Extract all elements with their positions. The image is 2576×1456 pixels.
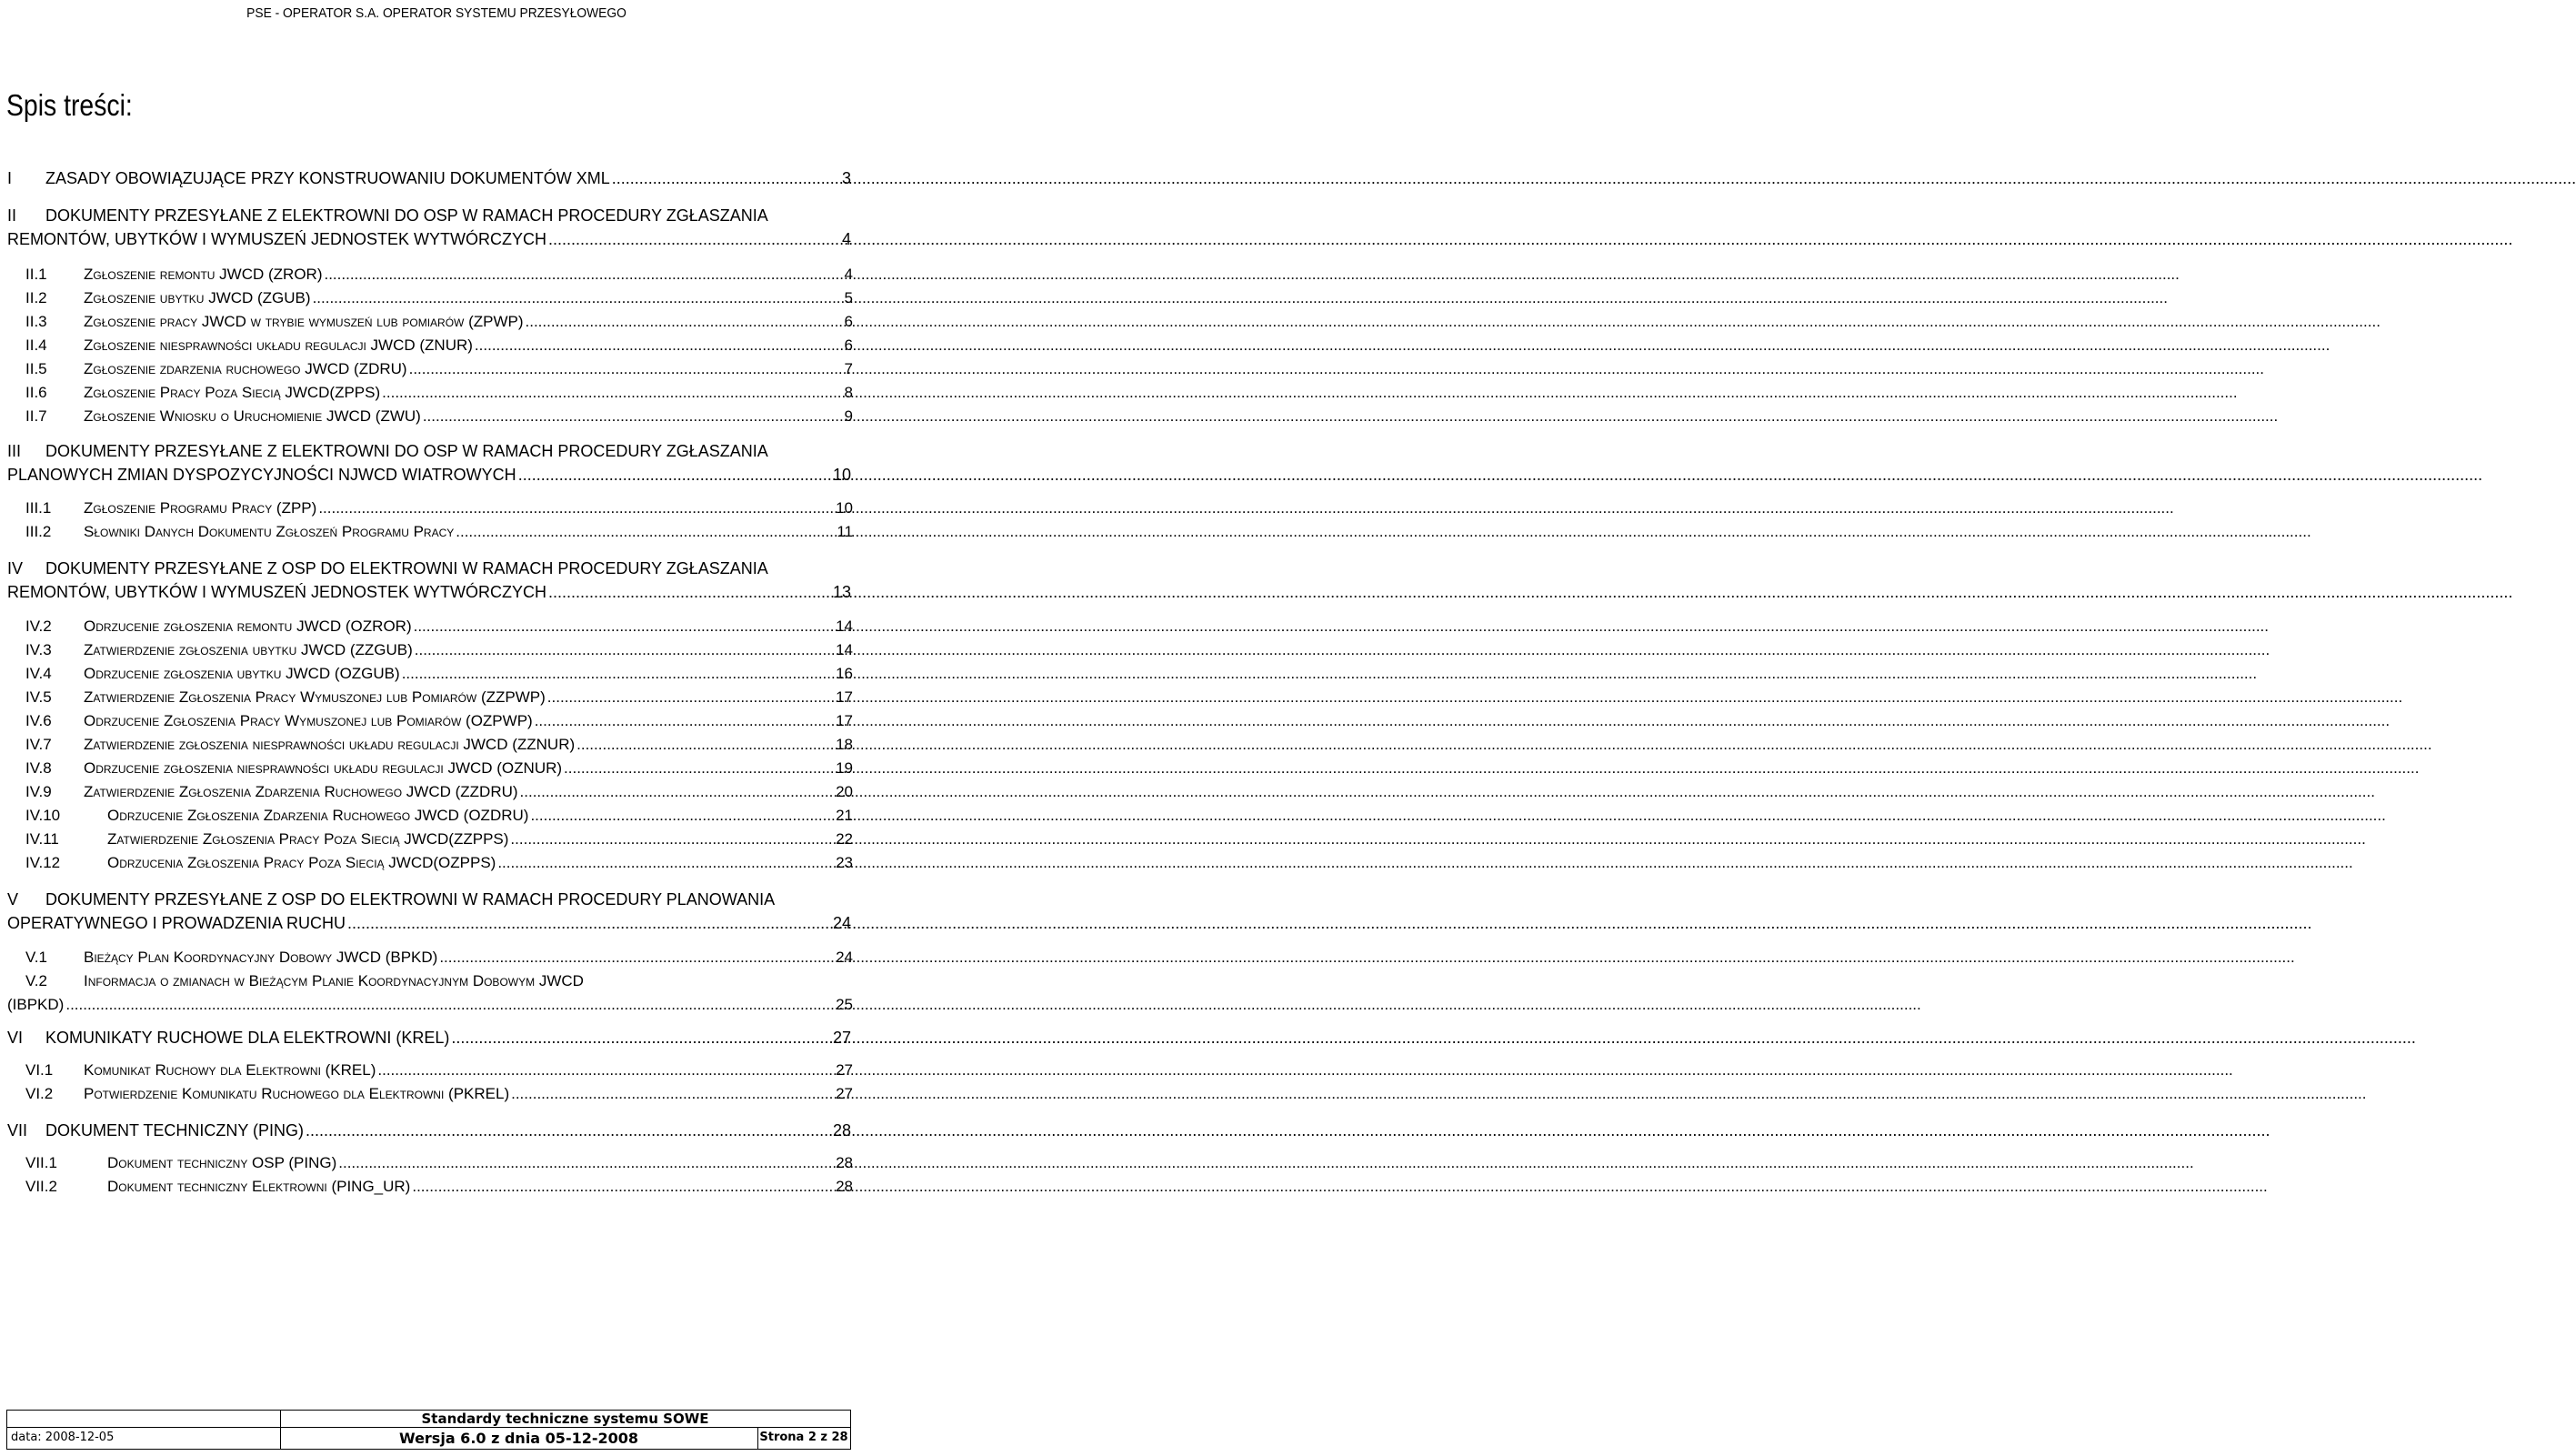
toc-leader bbox=[548, 580, 831, 604]
toc-entry-ii-6[interactable] bbox=[25, 383, 853, 403]
toc-leader bbox=[439, 948, 834, 968]
toc-entry-iv-10[interactable] bbox=[25, 806, 853, 826]
toc-title: Zatwierdzenie Zgłoszenia Pracy Wymuszonej lub Pomiarów (ZZPWP) bbox=[84, 688, 546, 706]
toc-leader bbox=[377, 1060, 834, 1080]
toc-page: 24 bbox=[836, 949, 853, 966]
toc-leader bbox=[409, 359, 843, 379]
toc-title: Zatwierdzenie Zgłoszenia Zdarzenia Ruchowego JWCD (ZZDRU) bbox=[84, 783, 518, 800]
toc-page: 7 bbox=[844, 360, 853, 377]
toc-page: 19 bbox=[836, 759, 853, 777]
toc-leader bbox=[456, 522, 835, 542]
toc-entry-iii[interactable] bbox=[7, 439, 851, 463]
toc-leader bbox=[564, 758, 834, 778]
toc-title: Zgłoszenie zdarzenia ruchowego JWCD (ZDRU) bbox=[84, 360, 407, 377]
toc-page: 27 bbox=[836, 1061, 853, 1079]
toc-entry-iii-cont[interactable] bbox=[7, 463, 851, 487]
toc-title: DOKUMENTY PRZESYŁANE Z ELEKTROWNI DO OSP W RAMACH PROCEDURY ZGŁASZANIA bbox=[45, 206, 768, 225]
toc-title: Dokument techniczny Elektrowni (PING_UR) bbox=[107, 1178, 411, 1195]
toc-page: 14 bbox=[836, 618, 853, 635]
toc-number: IV.9 bbox=[25, 783, 52, 800]
toc-number: IV.5 bbox=[25, 688, 52, 706]
toc-number: I bbox=[7, 169, 13, 187]
toc-entry-iv-3[interactable] bbox=[25, 640, 853, 660]
toc-entry-iv-4[interactable] bbox=[25, 664, 853, 684]
toc-number: IV.8 bbox=[25, 759, 52, 777]
toc-number: III bbox=[7, 442, 22, 460]
toc-leader bbox=[313, 288, 843, 308]
toc-leader bbox=[475, 336, 843, 356]
toc-entry-ii-cont[interactable] bbox=[7, 227, 851, 251]
footer-divider bbox=[7, 1427, 280, 1428]
toc-title: Komunikat Ruchowy dla Elektrowni (KREL) bbox=[84, 1061, 376, 1079]
toc-leader bbox=[382, 383, 842, 403]
toc-title: Odrzucenie zgłoszenia niesprawności układu regulacji JWCD (OZNUR) bbox=[84, 759, 563, 777]
toc-entry-v-2-cont[interactable] bbox=[7, 995, 853, 1015]
toc-page: 14 bbox=[836, 641, 853, 658]
footer-divider bbox=[280, 1427, 850, 1428]
toc-leader bbox=[535, 711, 834, 731]
toc-entry-iv-8[interactable] bbox=[25, 758, 853, 778]
toc-entry-v-2[interactable] bbox=[25, 971, 853, 991]
toc-entry-iv-5[interactable] bbox=[25, 688, 853, 708]
toc-title: Zatwierdzenie zgłoszenia ubytku JWCD (ZZGUB) bbox=[84, 641, 413, 658]
toc-number: VI.2 bbox=[25, 1085, 54, 1102]
toc-number: II.1 bbox=[25, 266, 47, 283]
toc-leader bbox=[576, 735, 834, 755]
toc-entry-vi-1[interactable] bbox=[25, 1060, 853, 1080]
toc-leader bbox=[65, 995, 834, 1015]
toc-leader bbox=[423, 407, 843, 427]
toc-page: 28 bbox=[836, 1178, 853, 1195]
toc-page: 5 bbox=[844, 289, 853, 306]
footer-version: Wersja 6.0 z dnia 05-12-2008 bbox=[398, 1430, 639, 1447]
toc-title: Odrzucenie Zgłoszenia Pracy Wymuszonej lub Pomiarów (OZPWP) bbox=[84, 712, 533, 729]
toc-entry-iv-cont[interactable] bbox=[7, 580, 851, 604]
toc-leader bbox=[526, 312, 843, 332]
toc-title: Potwierdzenie Komunikatu Ruchowego dla Elektrowni (PKREL) bbox=[84, 1085, 510, 1102]
toc-page: 11 bbox=[837, 523, 853, 540]
toc-title: Odrzucenie Zgłoszenia Zdarzenia Ruchowego JWCD (OZDRU) bbox=[107, 807, 529, 824]
toc-entry-vi-2[interactable] bbox=[25, 1084, 853, 1104]
toc-page: 4 bbox=[844, 266, 853, 283]
toc-page: 8 bbox=[844, 384, 853, 401]
toc-number: VII bbox=[7, 1121, 28, 1140]
toc-number: IV.7 bbox=[25, 736, 52, 753]
toc-number: II bbox=[7, 206, 17, 225]
toc-number: IV.12 bbox=[25, 854, 61, 871]
toc-leader bbox=[414, 617, 834, 637]
toc-entry-ii-7[interactable] bbox=[25, 407, 853, 427]
toc-title: KOMUNIKATY RUCHOWE DLA ELEKTROWNI (KREL) bbox=[45, 1029, 450, 1047]
toc-page: 4 bbox=[841, 230, 851, 248]
toc-number: II.3 bbox=[25, 313, 47, 330]
toc-leader bbox=[402, 664, 834, 684]
toc-leader bbox=[324, 265, 842, 285]
toc-leader bbox=[518, 463, 831, 487]
toc-title-cont: OPERATYWNEGO I PROWADZENIA RUCHU bbox=[7, 914, 346, 932]
toc-page: 27 bbox=[832, 1029, 851, 1047]
toc-number: VII.2 bbox=[25, 1178, 57, 1195]
toc-entry-vii-1[interactable] bbox=[25, 1153, 853, 1173]
toc-entry-ii[interactable] bbox=[7, 204, 851, 227]
toc-title: DOKUMENT TECHNICZNY (PING) bbox=[45, 1121, 305, 1140]
toc-entry-vi[interactable] bbox=[7, 1026, 851, 1049]
toc-entry-v-1[interactable] bbox=[25, 948, 853, 968]
toc-entry-iv-9[interactable] bbox=[25, 782, 853, 802]
toc-entry-ii-3[interactable] bbox=[25, 312, 853, 332]
toc-number: IV.6 bbox=[25, 712, 52, 729]
toc-entry-v-cont[interactable] bbox=[7, 911, 851, 935]
toc-page: 16 bbox=[836, 665, 853, 682]
toc-page: 25 bbox=[836, 996, 853, 1013]
toc-number: VI.1 bbox=[25, 1061, 54, 1079]
toc-entry-i[interactable] bbox=[7, 166, 851, 190]
toc-title-cont: REMONTÓW, UBYTKÓW I WYMUSZEŃ JEDNOSTEK WYTWÓRCZYCH bbox=[7, 583, 546, 601]
toc-page: 3 bbox=[841, 169, 851, 187]
toc-number: II.4 bbox=[25, 336, 47, 354]
toc-number: IV.3 bbox=[25, 641, 52, 658]
toc-title: Odrzucenie zgłoszenia ubytku JWCD (OZGUB) bbox=[84, 665, 400, 682]
toc-number: VI bbox=[7, 1029, 24, 1047]
toc-leader bbox=[347, 911, 831, 935]
toc-entry-ii-4[interactable] bbox=[25, 336, 853, 356]
toc-entry-iv-7[interactable] bbox=[25, 735, 853, 755]
toc-page: 23 bbox=[836, 854, 853, 871]
toc-leader bbox=[547, 688, 834, 708]
toc-page: 22 bbox=[836, 830, 853, 848]
toc-entry-iv[interactable] bbox=[7, 557, 851, 580]
toc-title: Słowniki Danych Dokumentu Zgłoszeń Programu Pracy bbox=[84, 523, 455, 540]
toc-title: Odrzucenia Zgłoszenia Pracy Poza Siecią JWCD(OZPPS) bbox=[107, 854, 496, 871]
toc-number: V.1 bbox=[25, 949, 47, 966]
toc-entry-iii-2[interactable] bbox=[25, 522, 853, 542]
toc-title: Informacja o zmianach w Bieżącym Planie Koordynacyjnym Dobowym JWCD bbox=[84, 972, 584, 989]
toc-number: IV.2 bbox=[25, 618, 52, 635]
toc-number: II.5 bbox=[25, 360, 47, 377]
toc-number: IV.10 bbox=[25, 807, 61, 824]
toc-leader bbox=[530, 806, 834, 826]
footer-date: data: 2008-12-05 bbox=[11, 1431, 115, 1444]
page-title: Spis treści: bbox=[6, 88, 133, 122]
toc-leader bbox=[415, 640, 834, 660]
toc-title: Zgłoszenie ubytku JWCD (ZGUB) bbox=[84, 289, 311, 306]
toc-leader bbox=[612, 166, 840, 190]
toc-leader bbox=[497, 853, 834, 873]
toc-page: 17 bbox=[836, 688, 853, 706]
toc-title: DOKUMENTY PRZESYŁANE Z ELEKTROWNI DO OSP W RAMACH PROCEDURY ZGŁASZANIA bbox=[45, 442, 768, 460]
toc-title: Odrzucenie zgłoszenia remontu JWCD (OZROR) bbox=[84, 618, 412, 635]
toc-number: IV.11 bbox=[25, 830, 59, 848]
toc-title: Dokument techniczny OSP (PING) bbox=[107, 1154, 337, 1171]
toc-page: 24 bbox=[832, 914, 851, 932]
toc-entry-iv-2[interactable] bbox=[25, 617, 853, 637]
toc-number: VII.1 bbox=[25, 1154, 57, 1171]
toc-title: Zatwierdzenie Zgłoszenia Pracy Poza Siecią JWCD(ZZPPS) bbox=[107, 830, 509, 848]
footer-standard: Standardy techniczne systemu SOWE bbox=[421, 1411, 709, 1427]
toc-entry-ii-2[interactable] bbox=[25, 288, 853, 308]
toc-leader bbox=[520, 782, 835, 802]
toc-page: 27 bbox=[836, 1085, 853, 1102]
toc-title: DOKUMENTY PRZESYŁANE Z OSP DO ELEKTROWNI W RAMACH PROCEDURY PLANOWANIA bbox=[45, 890, 776, 909]
toc-leader bbox=[306, 1119, 831, 1142]
toc-title: Zgłoszenie niesprawności układu regulacji JWCD (ZNUR) bbox=[84, 336, 473, 354]
toc-entry-iii-1[interactable] bbox=[25, 498, 853, 518]
toc-leader bbox=[510, 829, 834, 849]
toc-page: 10 bbox=[832, 466, 851, 484]
toc-entry-iv-11[interactable] bbox=[25, 829, 853, 849]
toc-number: IV bbox=[7, 559, 24, 577]
toc-entry-vii[interactable] bbox=[7, 1119, 851, 1142]
toc-title: Bieżący Plan Koordynacyjny Dobowy JWCD (BPKD) bbox=[84, 949, 438, 966]
toc-number: II.6 bbox=[25, 384, 47, 401]
footer-page-number: Strona 2 z 28 bbox=[759, 1431, 848, 1444]
toc-title: Zatwierdzenie zgłoszenia niesprawności układu regulacji JWCD (ZZNUR) bbox=[84, 736, 576, 753]
toc-entry-ii-5[interactable] bbox=[25, 359, 853, 379]
toc-title: Zgłoszenie Pracy Poza Siecią JWCD(ZPPS) bbox=[84, 384, 381, 401]
toc-leader bbox=[318, 498, 834, 518]
toc-title: Zgłoszenie Programu Pracy (ZPP) bbox=[84, 499, 317, 517]
toc-title-cont: PLANOWYCH ZMIAN DYSPOZYCYJNOŚCI NJWCD WIATROWYCH bbox=[7, 466, 516, 484]
toc-number: IV.4 bbox=[25, 665, 52, 682]
toc-number: II.2 bbox=[25, 289, 47, 306]
toc-title: Zgłoszenie pracy JWCD w trybie wymuszeń lub pomiarów (ZPWP) bbox=[84, 313, 524, 330]
toc-entry-iv-6[interactable] bbox=[25, 711, 853, 731]
toc-title: Zgłoszenie Wniosku o Uruchomienie JWCD (ZWU) bbox=[84, 407, 421, 425]
toc-number: III.1 bbox=[25, 499, 52, 517]
footer-table bbox=[6, 1410, 851, 1450]
toc-page: 28 bbox=[836, 1154, 853, 1171]
toc-page: 6 bbox=[844, 313, 853, 330]
toc-number: II.7 bbox=[25, 407, 47, 425]
toc-title: Zgłoszenie remontu JWCD (ZROR) bbox=[84, 266, 323, 283]
toc-page: 13 bbox=[832, 583, 851, 601]
toc-page: 17 bbox=[836, 712, 853, 729]
toc-number: V.2 bbox=[25, 972, 47, 989]
toc-title-cont: REMONTÓW, UBYTKÓW I WYMUSZEŃ JEDNOSTEK WYTWÓRCZYCH bbox=[7, 230, 546, 248]
toc-page: 18 bbox=[836, 736, 853, 753]
toc-entry-ii-1[interactable] bbox=[25, 265, 853, 285]
toc-leader bbox=[511, 1084, 834, 1104]
toc-title: DOKUMENTY PRZESYŁANE Z OSP DO ELEKTROWNI W RAMACH PROCEDURY ZGŁASZANIA bbox=[45, 559, 768, 577]
toc-page: 6 bbox=[844, 336, 853, 354]
toc-page: 9 bbox=[844, 407, 853, 425]
toc-leader bbox=[548, 227, 840, 251]
toc-page: 28 bbox=[832, 1121, 851, 1140]
toc-page: 20 bbox=[836, 783, 853, 800]
toc-number: V bbox=[7, 890, 19, 909]
toc-leader bbox=[412, 1177, 834, 1197]
toc-leader bbox=[451, 1026, 831, 1049]
toc-title-cont: (IBPKD) bbox=[7, 996, 65, 1013]
document-header: PSE - OPERATOR S.A. OPERATOR SYSTEMU PRZESYŁOWEGO bbox=[246, 5, 626, 21]
toc-entry-iv-12[interactable] bbox=[25, 853, 853, 873]
toc-page: 10 bbox=[836, 499, 853, 517]
toc-entry-vii-2[interactable] bbox=[25, 1177, 853, 1197]
toc-number: III.2 bbox=[25, 523, 52, 540]
toc-leader bbox=[338, 1153, 834, 1173]
toc-title: ZASADY OBOWIĄZUJĄCE PRZY KONSTRUOWANIU DOKUMENTÓW XML bbox=[45, 169, 610, 187]
toc-entry-v[interactable] bbox=[7, 888, 851, 911]
toc-page: 21 bbox=[836, 807, 853, 824]
